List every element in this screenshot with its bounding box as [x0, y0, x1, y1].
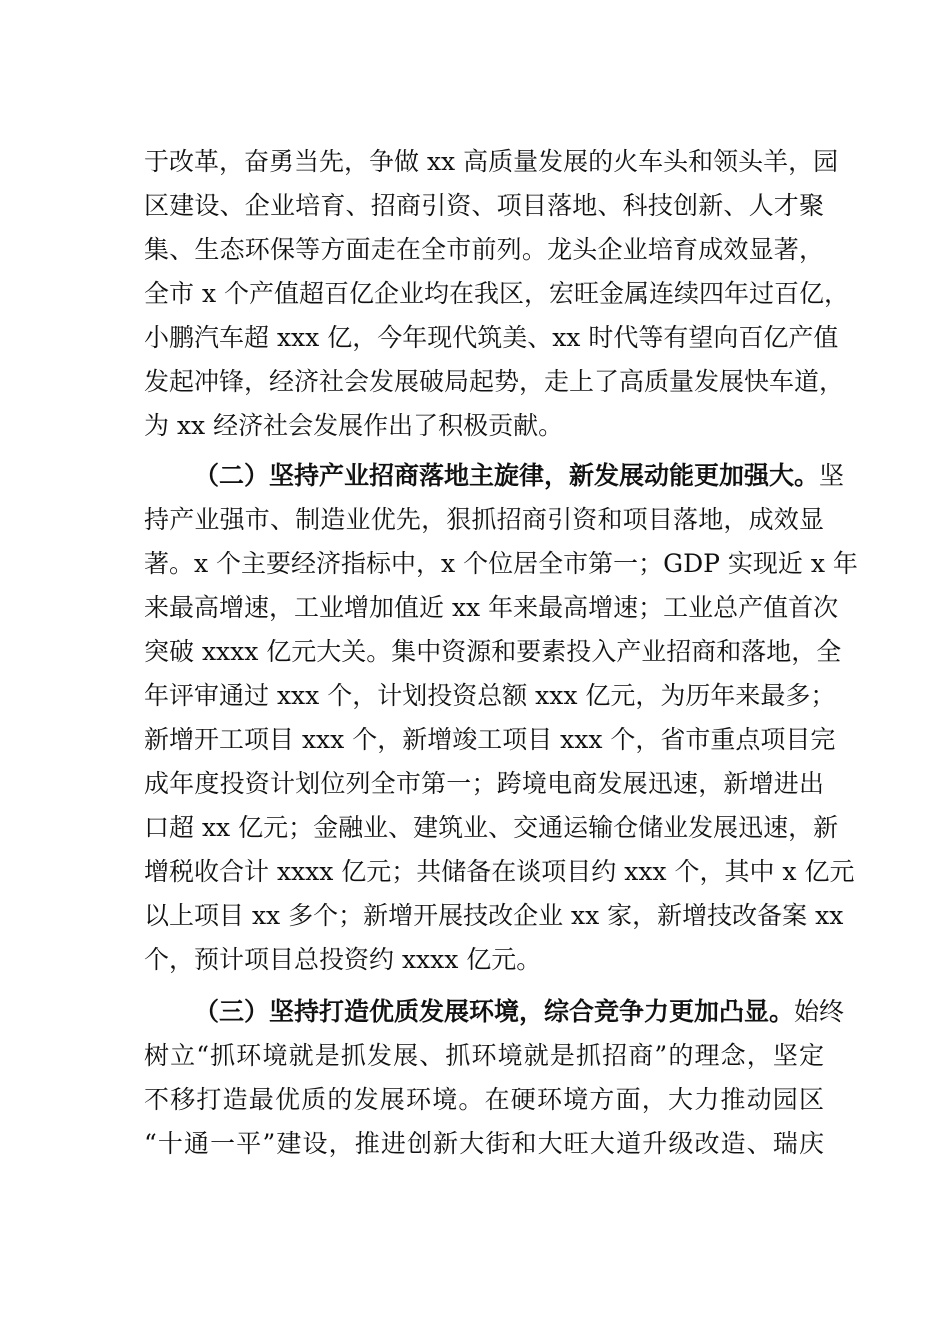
paragraph-line: “十通一平”建设，推进创新大街和大旺大道升级改造、瑞庆: [144, 1129, 824, 1158]
paragraph-line: 个，预计项目总投资约 xxxx 亿元。: [144, 945, 542, 974]
paragraph-line: 树立“抓环境就是抓发展、抓环境就是抓招商”的理念，坚定: [144, 1041, 824, 1070]
section-heading: （三）坚持打造优质发展环境，综合竞争力更加凸显。: [194, 997, 795, 1026]
paragraph-line: 突破 xxxx 亿元大关。集中资源和要素投入产业招商和落地，全: [144, 637, 842, 666]
heading-tail-text: 坚: [819, 461, 845, 490]
paragraph-line: 于改革，奋勇当先，争做 xx 高质量发展的火车头和领头羊，园: [144, 147, 839, 176]
paragraph-line: 发起冲锋，经济社会发展破局起势，走上了高质量发展快车道，: [144, 367, 845, 396]
paragraph-line: 为 xx 经济社会发展作出了积极贡献。: [144, 411, 564, 440]
paragraph-line: 持产业强市、制造业优先，狠抓招商引资和项目落地，成效显: [144, 505, 824, 534]
paragraph-line: 成年度投资计划位列全市第一；跨境电商发展迅速，新增进出: [144, 769, 824, 798]
heading-tail-text: 始终: [794, 997, 845, 1026]
paragraph-line: 年评审通过 xxx 个，计划投资总额 xxx 亿元，为历年来最多；: [144, 681, 836, 710]
paragraph-line: 区建设、企业培育、招商引资、项目落地、科技创新、人才聚: [144, 191, 824, 220]
paragraph-line: 来最高增速，工业增加值近 xx 年来最高增速；工业总产值首次: [144, 593, 839, 622]
paragraph-line: 集、生态环保等方面走在全市前列。龙头企业培育成效显著，: [144, 235, 824, 264]
section-heading-line: [194, 454, 845, 498]
paragraph-line: 小鹏汽车超 xxx 亿，今年现代筑美、xx 时代等有望向百亿产值: [144, 323, 839, 352]
section-heading-line: [194, 990, 845, 1034]
section-heading: （二）坚持产业招商落地主旋律，新发展动能更加强大。: [194, 461, 820, 490]
paragraph-line: 增税收合计 xxxx 亿元；共储备在谈项目约 xxx 个，其中 x 亿元: [144, 857, 855, 886]
paragraph-line: 口超 xx 亿元；金融业、建筑业、交通运输仓储业发展迅速，新: [144, 813, 839, 842]
paragraph-line: 新增开工项目 xxx 个，新增竣工项目 xxx 个，省市重点项目完: [144, 725, 836, 754]
paragraph-line: 全市 x 个产值超百亿企业均在我区，宏旺金属连续四年过百亿，: [144, 279, 849, 308]
paragraph-line: 以上项目 xx 多个；新增开展技改企业 xx 家，新增技改备案 xx: [144, 901, 844, 930]
paragraph-line: 不移打造最优质的发展环境。在硬环境方面，大力推动园区: [144, 1085, 824, 1114]
paragraph-line: 著。x 个主要经济指标中，x 个位居全市第一；GDP 实现近 x 年: [144, 549, 858, 578]
